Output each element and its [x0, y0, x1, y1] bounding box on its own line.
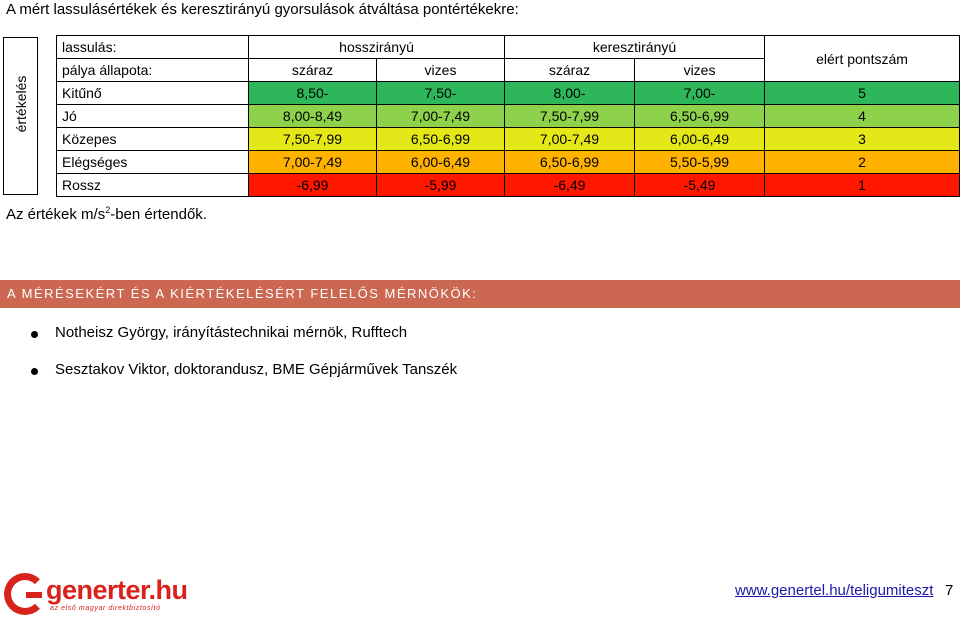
- header-label-lassulas: lassulás:: [57, 36, 249, 59]
- value-cell: -5,99: [377, 174, 505, 197]
- header-wet-long: vizes: [377, 59, 505, 82]
- score-cell: 5: [765, 82, 960, 105]
- rating-vertical-text: értékelés: [12, 75, 29, 132]
- engineers-banner: [0, 280, 960, 308]
- value-cell: 6,50-6,99: [377, 128, 505, 151]
- value-cell: 6,50-6,99: [635, 105, 765, 128]
- value-cell: 6,00-6,49: [635, 128, 765, 151]
- table-row: [57, 105, 960, 128]
- value-cell: 8,50-: [249, 82, 377, 105]
- header-score: elért pontszám: [765, 36, 960, 82]
- engineers-banner-text: A MÉRÉSEKÉRT ÉS A KIÉRTÉKELÉSÉRT FELELŐS MÉRNÖKÖK:: [7, 286, 478, 301]
- score-cell: 4: [765, 105, 960, 128]
- value-cell: 8,00-8,49: [249, 105, 377, 128]
- score-cell: 3: [765, 128, 960, 151]
- header-longitudinal: hosszirányú: [249, 36, 505, 59]
- conversion-table: [56, 35, 960, 197]
- units-note: [6, 205, 207, 223]
- engineer-name: Notheisz György, irányítástechnikai mérnök, Rufftech: [55, 324, 408, 341]
- rating-name: Kitűnő: [57, 82, 249, 105]
- table-row: [57, 82, 960, 105]
- value-cell: 5,50-5,99: [635, 151, 765, 174]
- value-cell: 7,50-7,99: [505, 105, 635, 128]
- rating-name: Közepes: [57, 128, 249, 151]
- rating-side-label: [3, 37, 38, 195]
- list-item: [36, 357, 457, 394]
- logo-name: generter.hu: [46, 575, 188, 605]
- score-cell: 2: [765, 151, 960, 174]
- table-row: [57, 151, 960, 174]
- value-cell: 7,00-7,49: [377, 105, 505, 128]
- bullet-icon: [31, 368, 38, 375]
- page-title: A mért lassulásértékek és keresztirányú gyorsulások átváltása pontértékekre:: [6, 1, 519, 18]
- logo-tagline: az első magyar direktbiztosító: [50, 605, 161, 612]
- value-cell: 7,50-7,99: [249, 128, 377, 151]
- header-label-track: pálya állapota:: [57, 59, 249, 82]
- value-cell: 6,50-6,99: [505, 151, 635, 174]
- units-superscript: 2: [105, 205, 111, 215]
- page-number: 7: [945, 582, 954, 599]
- header-dry-lat: száraz: [505, 59, 635, 82]
- value-cell: 6,00-6,49: [377, 151, 505, 174]
- genertel-logo: [4, 573, 214, 619]
- table-row: [57, 174, 960, 197]
- logo-g-bar: [26, 592, 42, 598]
- value-cell: 7,00-7,49: [249, 151, 377, 174]
- header-lateral: keresztirányú: [505, 36, 765, 59]
- header-dry-long: száraz: [249, 59, 377, 82]
- units-suffix: -ben értendők.: [110, 206, 207, 223]
- value-cell: -6,49: [505, 174, 635, 197]
- units-prefix: Az értékek m/s: [6, 206, 106, 223]
- value-cell: 7,00-: [635, 82, 765, 105]
- value-cell: 8,00-: [505, 82, 635, 105]
- footer-link[interactable]: www.genertel.hu/teligumiteszt: [735, 582, 934, 599]
- rating-name: Jó: [57, 105, 249, 128]
- value-cell: -5,49: [635, 174, 765, 197]
- rating-name: Rossz: [57, 174, 249, 197]
- bullet-icon: [31, 331, 38, 338]
- header-wet-lat: vizes: [635, 59, 765, 82]
- list-item: [36, 320, 457, 357]
- header-row-1: [57, 36, 960, 59]
- value-cell: 7,00-7,49: [505, 128, 635, 151]
- engineers-list: [36, 320, 457, 394]
- score-cell: 1: [765, 174, 960, 197]
- value-cell: -6,99: [249, 174, 377, 197]
- value-cell: 7,50-: [377, 82, 505, 105]
- rating-name: Elégséges: [57, 151, 249, 174]
- engineer-name: Sesztakov Viktor, doktorandusz, BME Gépjárművek Tanszék: [55, 361, 458, 378]
- table-row: [57, 128, 960, 151]
